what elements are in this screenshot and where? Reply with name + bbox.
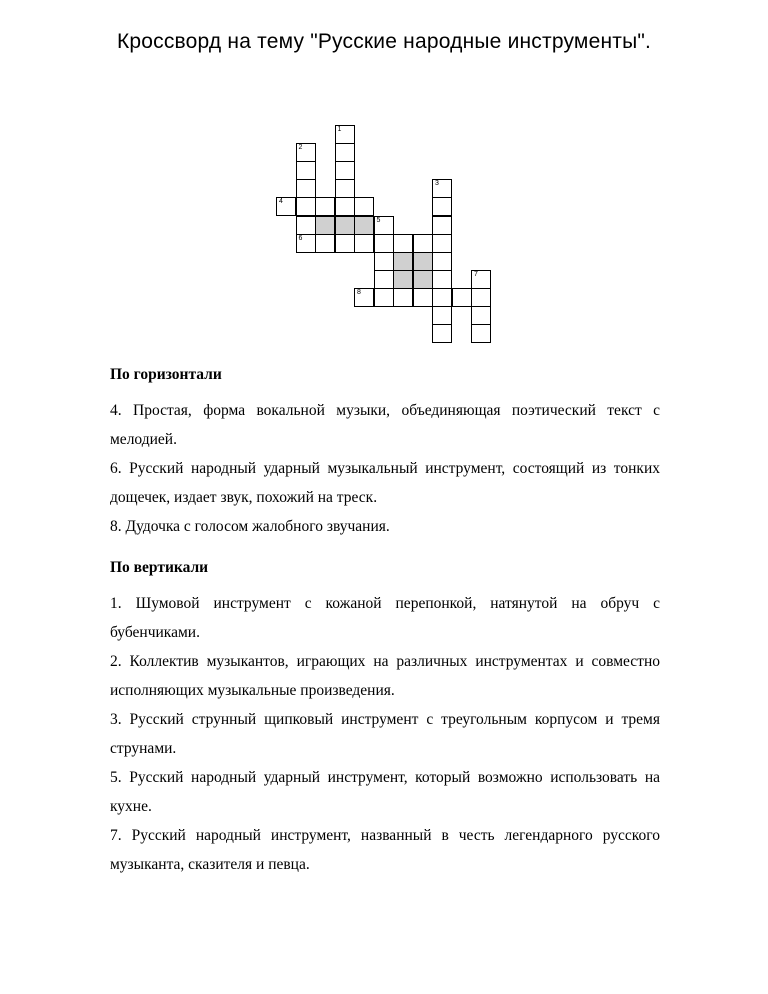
crossword-cell: [276, 197, 296, 216]
crossword-cell: [432, 252, 452, 271]
crossword-cell: [374, 216, 394, 235]
crossword-cell: [296, 234, 316, 253]
crossword-cell: [354, 197, 374, 216]
vertical-clues: [110, 559, 660, 879]
crossword-cell: [296, 216, 316, 235]
crossword-cell: [432, 270, 452, 289]
crossword-cell: [413, 288, 433, 307]
clue-number: 8: [357, 288, 361, 296]
clue-h8: 8. Дудочка с голосом жалобного звучания.: [110, 518, 390, 535]
crossword-shaded-cell: [335, 216, 355, 235]
crossword-cell: [335, 179, 355, 198]
crossword-cell: [335, 197, 355, 216]
crossword-cell: [354, 288, 374, 307]
crossword-shaded-cell: [413, 252, 433, 271]
clue-number: 3: [435, 180, 439, 188]
crossword-cell: [432, 197, 452, 216]
clue-v2: 2. Коллектив музыкантов, играющих на различных инструментах и совместно исполняющих музыкальные произведения.: [110, 653, 660, 699]
crossword-cell: [335, 161, 355, 180]
crossword-cell: [374, 252, 394, 271]
crossword-cell: [296, 161, 316, 180]
crossword-cell: [471, 288, 491, 307]
crossword-cell: [432, 179, 452, 198]
crossword-cell: [393, 288, 413, 307]
crossword-cell: [296, 143, 316, 162]
crossword-cell: [471, 306, 491, 325]
page-title: Кроссворд на тему "Русские народные инструменты".: [116, 30, 652, 53]
crossword-cell: [432, 216, 452, 235]
crossword-cell: [335, 125, 355, 144]
crossword-cell: [315, 234, 335, 253]
clue-v3: 3. Русский струнный щипковый инструмент с треугольным корпусом и тремя струнами.: [110, 711, 660, 757]
horizontal-clues: [110, 366, 660, 541]
crossword-shaded-cell: [393, 270, 413, 289]
clue-v7: 7. Русский народный инструмент, названный в честь легендарного русского музыканта, сказителя и певца.: [110, 827, 660, 873]
crossword-cell: [374, 234, 394, 253]
crossword-cell: [335, 143, 355, 162]
horizontal-heading: По горизонтали: [110, 366, 222, 383]
crossword-cell: [296, 179, 316, 198]
clue-number: 6: [298, 234, 303, 242]
clue-number: 5: [376, 216, 381, 224]
clue-h6: 6. Русский народный ударный музыкальный инструмент, состоящий из тонких дощечек, издает звук, похожий на треск.: [110, 460, 660, 506]
crossword-cell: [413, 234, 433, 253]
crossword-grid: [0, 0, 768, 360]
clue-number: 7: [474, 270, 478, 278]
clue-v1: 1. Шумовой инструмент с кожаной перепонкой, натянутой на обруч с бубенчиками.: [110, 595, 660, 641]
clue-number: 2: [298, 144, 303, 152]
crossword-cell: [335, 234, 355, 253]
clue-number: 4: [279, 198, 283, 206]
crossword-cell: [471, 270, 491, 289]
clue-number: 1: [337, 126, 342, 133]
vertical-heading: По вертикали: [110, 559, 209, 576]
crossword-shaded-cell: [315, 216, 335, 235]
crossword-cell: [296, 197, 316, 216]
crossword-cell: [432, 324, 452, 343]
clue-h4: 4. Простая, форма вокальной музыки, объединяющая поэтический текст с мелодией.: [110, 402, 660, 448]
crossword-cell: [393, 234, 413, 253]
clue-v5: 5. Русский народный ударный инструмент, который возможно использовать на кухне.: [110, 769, 660, 815]
crossword-shaded-cell: [393, 252, 413, 271]
crossword-cell: [374, 288, 394, 307]
crossword-cell: [432, 288, 452, 307]
crossword-cell: [471, 324, 491, 343]
crossword-cell: [452, 288, 472, 307]
crossword-cell: [374, 270, 394, 289]
crossword-cell: [354, 234, 374, 253]
crossword-cell: [432, 234, 452, 253]
crossword-shaded-cell: [354, 216, 374, 235]
crossword-shaded-cell: [413, 270, 433, 289]
crossword-cell: [432, 306, 452, 325]
crossword-cell: [315, 197, 335, 216]
